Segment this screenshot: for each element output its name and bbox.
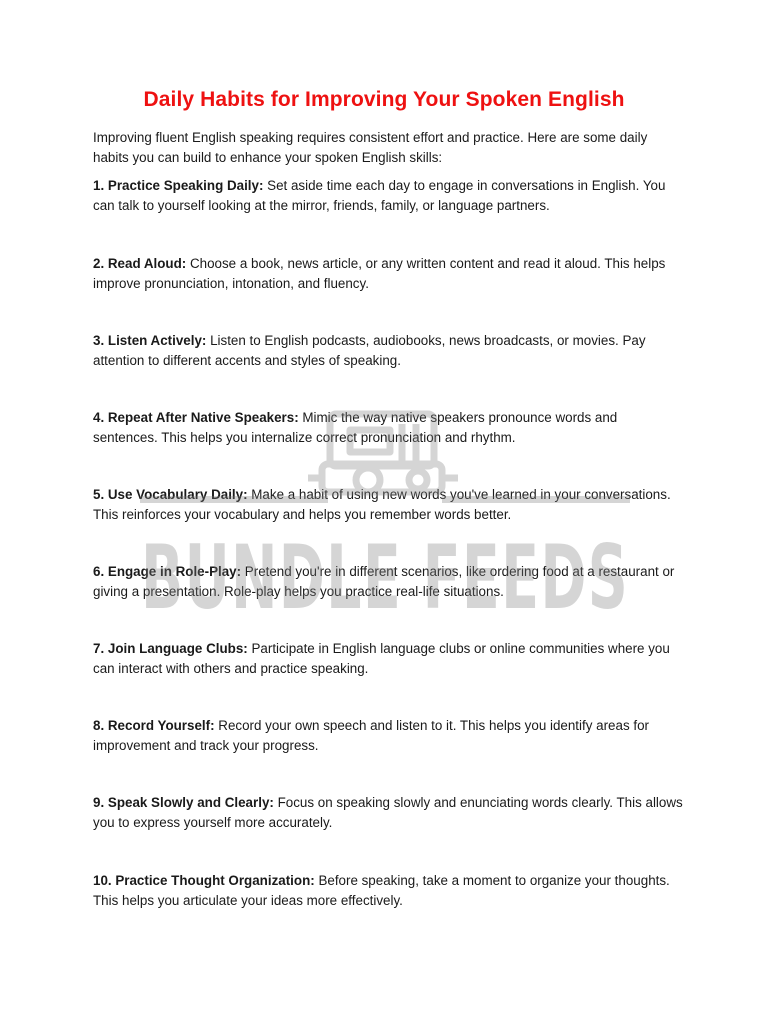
habit-heading: 8. Record Yourself:	[93, 718, 215, 733]
habit-item-1	[93, 176, 683, 215]
habit-item-9	[93, 793, 683, 832]
habit-item-6	[93, 562, 683, 601]
habit-text: Listen to English podcasts, audiobooks, news broadcasts, or movies. Pay attention to different accents and styles of speaking.	[93, 333, 646, 368]
habit-text: Record your own speech and listen to it. This helps you identify areas for improvement and track your progress.	[93, 718, 649, 753]
habit-text: Focus on speaking slowly and enunciating words clearly. This allows you to express yourself more accurately.	[93, 795, 683, 830]
habit-heading: 1. Practice Speaking Daily:	[93, 178, 264, 193]
habit-text: Choose a book, news article, or any written content and read it aloud. This helps improve pronunciation, intonation, and fluency.	[93, 256, 666, 291]
habit-text: Before speaking, take a moment to organize your thoughts. This helps you articulate your ideas more effectively.	[93, 873, 670, 908]
habit-heading: 4. Repeat After Native Speakers:	[93, 410, 299, 425]
habit-text: Pretend you're in different scenarios, like ordering food at a restaurant or giving a presentation. Role-play helps you practice real-life situations.	[93, 564, 675, 599]
habit-heading: 6. Engage in Role-Play:	[93, 564, 242, 579]
intro-paragraph: Improving fluent English speaking requires consistent effort and practice. Here are some daily habits you can build to enhance your spoken English skills:	[93, 130, 648, 165]
habit-item-4	[93, 408, 683, 447]
habit-item-3	[93, 331, 683, 370]
watermark-text: BUNDLE FEEDS	[141, 526, 629, 618]
habit-text: Make a habit of using new words you've learned in your conversations. This reinforces your vocabulary and helps you remember words better.	[93, 487, 671, 522]
habit-heading: 3. Listen Actively:	[93, 333, 207, 348]
habit-heading: 7. Join Language Clubs:	[93, 641, 248, 656]
habit-text: Mimic the way native speakers pronounce words and sentences. This helps you internalize correct pronunciation and rhythm.	[93, 410, 618, 445]
habit-heading: 10. Practice Thought Organization:	[93, 873, 315, 888]
habit-heading: 5. Use Vocabulary Daily:	[93, 487, 248, 502]
habit-item-7	[93, 639, 683, 678]
habit-item-2	[93, 254, 683, 293]
habit-heading: 9. Speak Slowly and Clearly:	[93, 795, 274, 810]
habit-item-10	[93, 871, 683, 910]
habit-text: Set aside time each day to engage in conversations in English. You can talk to yourself looking at the mirror, friends, family, or language partners.	[93, 178, 666, 213]
habit-item-8	[93, 716, 683, 755]
habit-item-5	[93, 485, 683, 524]
habit-text: Participate in English language clubs or online communities where you can interact with others and practice speaking.	[93, 641, 670, 676]
habit-heading: 2. Read Aloud:	[93, 256, 187, 271]
document-title: Daily Habits for Improving Your Spoken English	[143, 88, 625, 111]
